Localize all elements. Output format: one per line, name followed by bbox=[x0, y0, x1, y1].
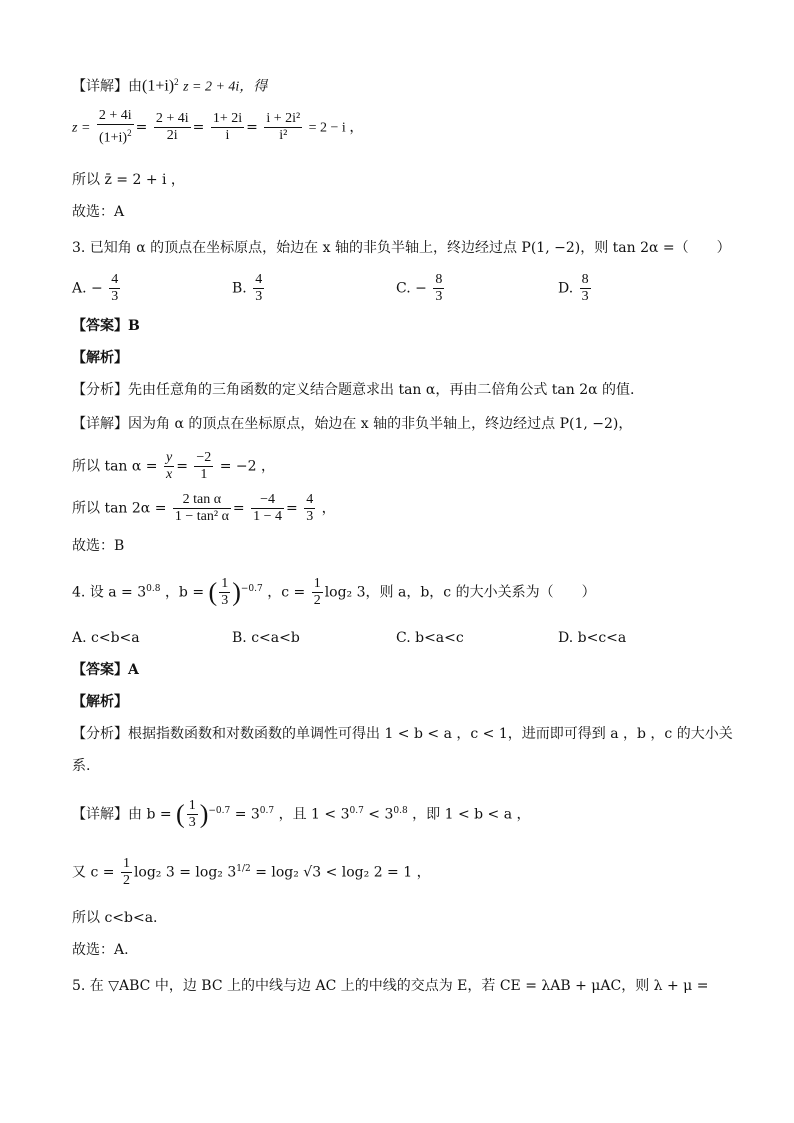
num: 1 bbox=[122, 856, 130, 871]
fraction-1-den: $(1+i)^2$ bbox=[98, 128, 132, 146]
step-tail: ， bbox=[321, 500, 336, 517]
num: y bbox=[165, 450, 173, 465]
q4-answer: 【答案】A bbox=[72, 662, 139, 678]
fraction-2-den: 2i bbox=[166, 127, 178, 143]
q4-option-a: A. c<b<a bbox=[72, 630, 140, 646]
q3-option-b bbox=[232, 272, 266, 305]
q4-option-c: C. b<a<c bbox=[396, 630, 464, 646]
num: 8 bbox=[435, 272, 443, 287]
num: 1 bbox=[221, 576, 229, 591]
detail-tag: 【详解】由 bbox=[72, 78, 142, 95]
q4-c: ，c = bbox=[267, 584, 306, 601]
fraction-2-num: 2 + 4i bbox=[155, 110, 189, 126]
den: 3 bbox=[221, 593, 229, 608]
paren-close: ) bbox=[232, 577, 241, 607]
detail-line-1 bbox=[72, 72, 267, 98]
num: 1 bbox=[188, 798, 196, 813]
q4-c-frac bbox=[312, 576, 323, 609]
q4-jiexi: 【解析】 bbox=[72, 694, 128, 710]
q4-a: 4. 设 a = 3 bbox=[72, 584, 147, 601]
q3-s2-frac3 bbox=[304, 492, 315, 525]
q3-answer: 【答案】B bbox=[72, 318, 140, 334]
complex-base: (1+i) bbox=[142, 77, 175, 95]
x2-b: log₂ 3 = log₂ 3 bbox=[133, 864, 237, 881]
q3-step-1: 所以 tan α = $\frac{y}{x}$ = $\frac{-2}{1}$ = −2 ， bbox=[72, 450, 276, 482]
option-label: D. bbox=[558, 280, 574, 297]
den: 3 bbox=[255, 289, 263, 304]
q4-c-tail: log₂ 3，则 a，b，c 的大小关系为（ ） bbox=[324, 584, 596, 601]
q4-fenxi: 【分析】根据指数函数和对数函数的单调性可得出 1 < b < a ，c < 1，进而即可得到 a ，b ，c 的大小关 bbox=[72, 726, 733, 742]
q4-a-exp: 0.8 bbox=[146, 583, 161, 594]
minus-sign: − bbox=[91, 280, 103, 297]
x2-a: 又 c = bbox=[72, 864, 115, 881]
question-4 bbox=[72, 576, 596, 609]
q3-a-frac bbox=[109, 272, 120, 305]
den: 3 bbox=[581, 289, 589, 304]
num: 4 bbox=[111, 272, 119, 287]
den: 3 bbox=[188, 815, 196, 830]
x2-exp: 1/2 bbox=[236, 863, 251, 874]
num: 8 bbox=[581, 272, 589, 287]
num: −4 bbox=[251, 492, 284, 509]
den: x bbox=[165, 467, 173, 482]
q4-detail-1 bbox=[72, 798, 531, 831]
x1-c: ，且 1 < 3 bbox=[278, 806, 350, 823]
x1-exp: −0.7 bbox=[208, 805, 231, 816]
q3-select: 故选：B bbox=[72, 538, 125, 554]
q4-x1-frac bbox=[187, 798, 198, 831]
num: 1 bbox=[313, 576, 321, 591]
q4-option-d: D. b<c<a bbox=[558, 630, 627, 646]
fraction-3-num: 1+ 2i bbox=[212, 110, 243, 126]
den: 2 bbox=[313, 593, 321, 608]
equation-text: z = 2 + 4i，得 bbox=[183, 79, 268, 95]
q3-xiangjie: 【详解】因为角 α 的顶点在坐标原点，始边在 x 轴的非负半轴上，终边经过点 P(1, −2)， bbox=[72, 416, 633, 432]
paren-open: ( bbox=[208, 577, 218, 607]
x1-c-exp: 0.7 bbox=[349, 805, 364, 816]
step-prefix: 所以 tan α = bbox=[72, 458, 158, 475]
q3-s2-frac1 bbox=[173, 492, 231, 525]
q4-option-b: B. c<a<b bbox=[232, 630, 300, 646]
q3-option-a bbox=[72, 272, 122, 305]
q3-s1-frac2 bbox=[194, 450, 213, 483]
q3-b-frac bbox=[253, 272, 264, 305]
den: 2 bbox=[122, 873, 130, 888]
detail-line-2: z = $\frac{2 + 4i}{(1+i)^2}$ = $\frac{2 + 4i}{2i}$ = $\frac{1+ 2i}{i}$ = $\frac{\text{i + 2i²}}{\text{i²}}$ = 2 − i ， bbox=[72, 108, 364, 146]
q4-fenxi-2: 系. bbox=[72, 758, 91, 774]
fraction-3 bbox=[211, 111, 244, 144]
q3-s2-frac2 bbox=[251, 492, 284, 525]
q3-c-frac bbox=[433, 272, 444, 305]
q3-option-d bbox=[558, 272, 593, 305]
num: 4 bbox=[255, 272, 263, 287]
q4-detail-2 bbox=[72, 856, 431, 889]
x1-a: 【详解】由 b = bbox=[72, 806, 172, 823]
conclusion-line: 所以 z̄ = 2 + i ， bbox=[72, 172, 185, 188]
option-label: A. bbox=[72, 280, 87, 297]
fraction-4-num: i + 2i² bbox=[266, 110, 301, 126]
z-label: z = bbox=[72, 120, 91, 136]
fraction-4 bbox=[264, 111, 302, 144]
x1-d-exp: 0.8 bbox=[393, 805, 408, 816]
q3-step-2: 所以 tan 2α = $\frac{\text{2 tan α}}{\text{1 − tan² α}}$ = $\frac{-4}{1 - 4}$ = $\frac{4}{3}$ ， bbox=[72, 492, 336, 524]
option-label: B. bbox=[232, 280, 247, 297]
q3-fenxi: 【分析】先由任意角的三角函数的定义结合题意求出 tan α，再由二倍角公式 tan 2α 的值. bbox=[72, 382, 635, 398]
q3-jiexi: 【解析】 bbox=[72, 350, 128, 366]
x1-d: < 3 bbox=[368, 806, 394, 823]
q4-b-frac bbox=[219, 576, 230, 609]
den: 1 − 4 bbox=[253, 509, 283, 524]
fraction-1-num: 2 + 4i bbox=[98, 108, 132, 123]
den: 1 − tan² α bbox=[174, 509, 229, 524]
q4-select: 故选：A. bbox=[72, 942, 129, 958]
fraction-1 bbox=[97, 108, 134, 147]
option-label: C. bbox=[396, 280, 411, 297]
den: 1 bbox=[200, 467, 208, 482]
equation-tail: = 2 − i ， bbox=[308, 120, 364, 136]
den: 3 bbox=[306, 509, 314, 524]
q3-option-c bbox=[396, 272, 446, 305]
minus-sign: − bbox=[415, 280, 427, 297]
num: 2 tan α bbox=[173, 492, 231, 509]
x2-c: = log₂ √3 < log₂ 2 = 1 ， bbox=[255, 864, 431, 881]
q3-d-frac bbox=[580, 272, 591, 305]
x1-b-exp: 0.7 bbox=[259, 805, 275, 816]
select-line: 故选：A bbox=[72, 204, 125, 220]
x1-e: ，即 1 < b < a ， bbox=[412, 806, 531, 823]
step-prefix: 所以 tan 2α = bbox=[72, 500, 167, 517]
step-tail: = −2 ， bbox=[219, 458, 276, 475]
x1-b: = 3 bbox=[234, 806, 260, 823]
fraction-4-den: i² bbox=[279, 127, 288, 143]
num: 4 bbox=[306, 492, 314, 507]
question-5: 5. 在 ▽ABC 中，边 BC 上的中线与边 AC 上的中线的交点为 E，若 CE = λAB + μAC，则 λ + μ = bbox=[72, 978, 709, 994]
num: −2 bbox=[196, 450, 212, 465]
fraction-3-den: i bbox=[225, 127, 230, 143]
q4-x2-frac bbox=[121, 856, 132, 889]
q4-b: ，b = bbox=[164, 584, 205, 601]
paren-open: ( bbox=[176, 799, 185, 829]
q4-detail-3: 所以 c<b<a. bbox=[72, 910, 158, 926]
den: 3 bbox=[435, 289, 443, 304]
fraction-2 bbox=[154, 111, 191, 144]
question-3: 3. 已知角 α 的顶点在坐标原点，始边在 x 轴的非负半轴上，终边经过点 P(1, −2)，则 tan 2α =（ ） bbox=[72, 240, 731, 256]
den: 3 bbox=[111, 289, 119, 304]
q3-s1-frac1 bbox=[164, 450, 174, 483]
q4-b-exp: −0.7 bbox=[240, 583, 263, 594]
square-exponent: 2 bbox=[174, 77, 179, 87]
paren-close: ) bbox=[199, 799, 209, 829]
